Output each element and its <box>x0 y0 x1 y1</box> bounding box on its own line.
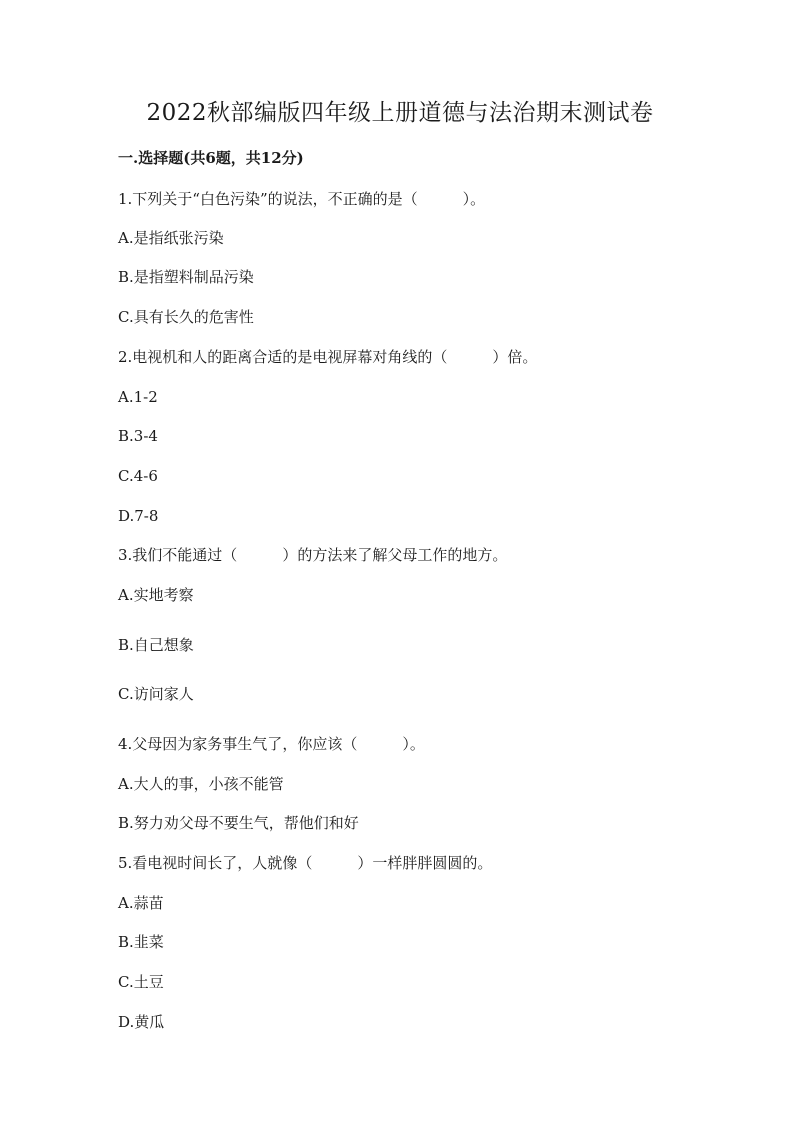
answer-option: B.3-4 <box>118 427 158 445</box>
question-stem: 3.我们不能通过（ ）的方法来了解父母工作的地方。 <box>118 546 508 564</box>
answer-option: B.自己想象 <box>118 636 194 654</box>
answer-option: B.努力劝父母不要生气，帮他们和好 <box>118 814 359 832</box>
question-stem: 1.下列关于“白色污染”的说法，不正确的是（ ）。 <box>118 190 486 208</box>
answer-option: C.访问家人 <box>118 685 194 703</box>
answer-option: D.黄瓜 <box>118 1013 165 1031</box>
answer-option: A.1-2 <box>118 388 158 406</box>
answer-option: A.大人的事，小孩不能管 <box>118 775 284 793</box>
question-stem: 4.父母因为家务事生气了，你应该（ ）。 <box>118 735 425 753</box>
question-stem: 2.电视机和人的距离合适的是电视屏幕对角线的（ ）倍。 <box>118 348 538 366</box>
answer-option: A.蒜苗 <box>118 894 164 912</box>
answer-option: C.具有长久的危害性 <box>118 308 254 326</box>
answer-option: C.4-6 <box>118 467 158 485</box>
answer-option: C.土豆 <box>118 973 164 991</box>
answer-option: A.是指纸张污染 <box>118 229 224 247</box>
section-heading: 一.选择题(共6题，共12分) <box>118 149 304 167</box>
page-title: 2022秋部编版四年级上册道德与法治期末测试卷 <box>146 100 654 126</box>
answer-option: B.韭菜 <box>118 933 164 951</box>
answer-option: D.7-8 <box>118 507 159 525</box>
answer-option: A.实地考察 <box>118 586 194 604</box>
question-stem: 5.看电视时间长了，人就像（ ）一样胖胖圆圆的。 <box>118 854 493 872</box>
answer-option: B.是指塑料制品污染 <box>118 268 254 286</box>
